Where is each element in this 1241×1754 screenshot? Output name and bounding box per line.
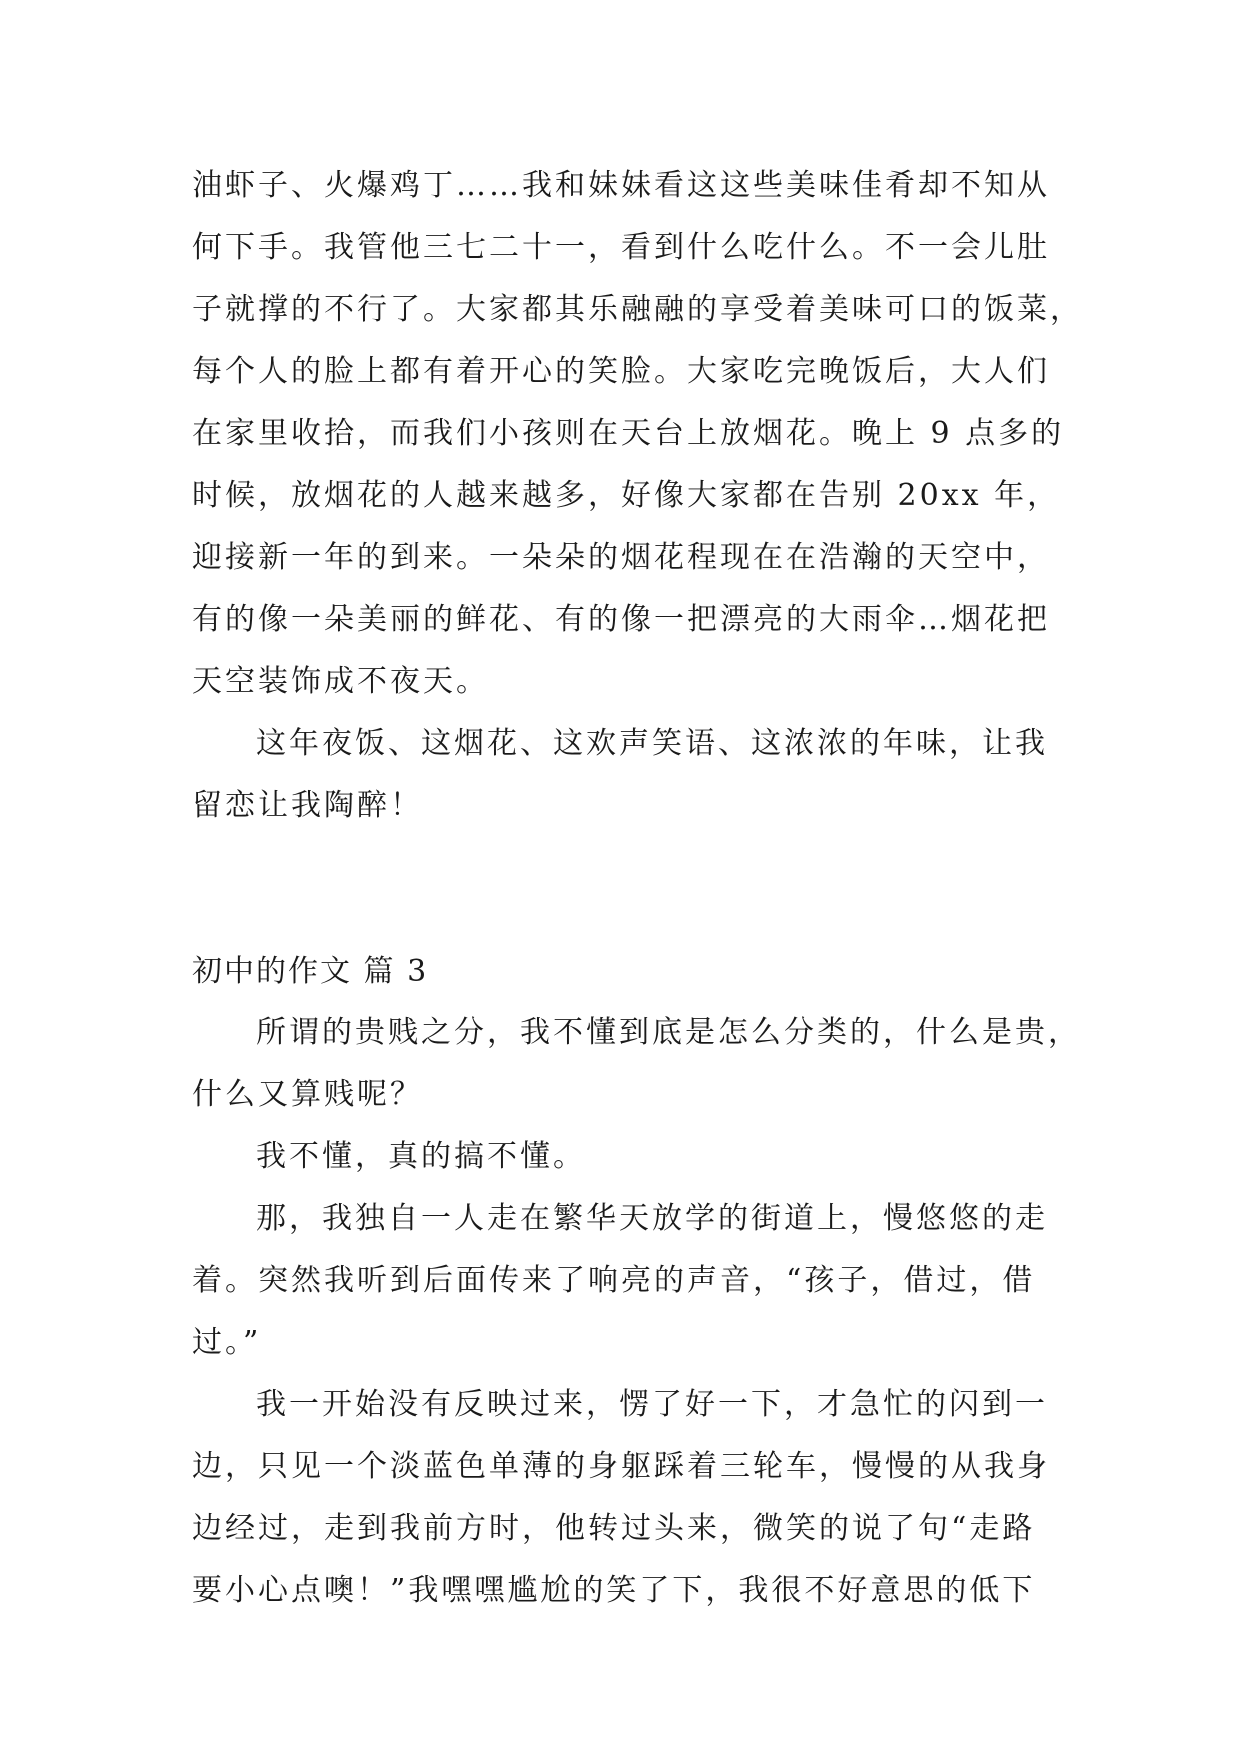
text-line: 有的像一朵美丽的鲜花、有的像一把漂亮的大雨伞…烟花把: [192, 602, 1050, 637]
text-line: 这年夜饭、这烟花、这欢声笑语、这浓浓的年味，让我: [256, 726, 1048, 761]
text-line: 要小心点噢！”我嘿嘿尴尬的笑了下，我很不好意思的低下: [192, 1573, 1036, 1608]
text-line: 何下手。我管他三七二十一，看到什么吃什么。不一会儿肚: [192, 230, 1050, 265]
text-line: 在家里收拾，而我们小孩则在天台上放烟花。晚上 9 点多的: [192, 416, 1065, 451]
text-line: 过。”: [192, 1325, 262, 1360]
text-line: 着。突然我听到后面传来了响亮的声音，“孩子，借过，借: [192, 1263, 1036, 1298]
text-line: 所谓的贵贱之分，我不懂到底是怎么分类的，什么是贵，: [256, 1015, 1081, 1050]
text-line: 我一开始没有反映过来，愣了好一下，才急忙的闪到一: [256, 1387, 1048, 1422]
text-line: 边，只见一个淡蓝色单薄的身躯踩着三轮车，慢慢的从我身: [192, 1449, 1050, 1484]
text-line: 迎接新一年的到来。一朵朵的烟花程现在在浩瀚的天空中，: [192, 540, 1050, 575]
text-line: 留恋让我陶醉！: [192, 788, 423, 823]
section-heading: 初中的作文 篇 3: [192, 954, 429, 989]
text-line: 我不懂，真的搞不懂。: [256, 1139, 586, 1174]
text-line: 那，我独自一人走在繁华天放学的街道上，慢悠悠的走: [256, 1201, 1048, 1236]
text-line: 天空装饰成不夜天。: [192, 664, 489, 699]
text-line: 子就撑的不行了。大家都其乐融融的享受着美味可口的饭菜，: [192, 292, 1083, 327]
text-line: 什么又算贱呢？: [192, 1077, 423, 1112]
text-line: 油虾子、火爆鸡丁……我和妹妹看这这些美味佳肴却不知从: [192, 168, 1050, 203]
text-line: 每个人的脸上都有着开心的笑脸。大家吃完晚饭后，大人们: [192, 354, 1050, 389]
text-line: 边经过，走到我前方时，他转过头来，微笑的说了句“走路: [192, 1511, 1036, 1546]
text-line: 时候，放烟花的人越来越多，好像大家都在告别 20xx 年，: [192, 478, 1061, 513]
